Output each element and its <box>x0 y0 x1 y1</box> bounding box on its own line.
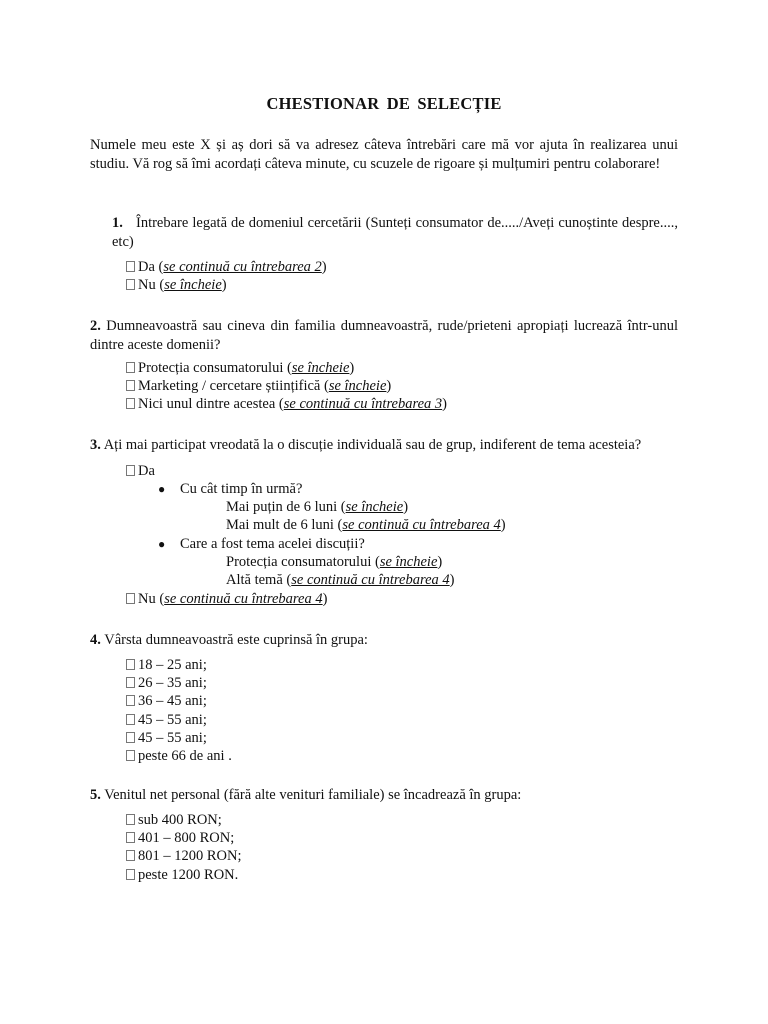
checkbox[interactable] <box>126 850 135 861</box>
checkbox[interactable] <box>126 869 135 880</box>
option-age[interactable]: 26 – 35 ani; <box>126 674 232 692</box>
question-5 <box>90 786 678 805</box>
question-number: 3. <box>90 437 101 453</box>
question-4 <box>90 631 678 650</box>
question-3-da <box>126 462 155 480</box>
option-age[interactable]: 45 – 55 ani; <box>126 711 232 729</box>
checkbox[interactable] <box>126 659 135 670</box>
checkbox[interactable] <box>126 832 135 843</box>
option-age[interactable]: 18 – 25 ani; <box>126 656 232 674</box>
option-mai-mult-6-luni[interactable]: Mai mult de 6 luni (se continuă cu întrebarea 4) <box>226 517 506 533</box>
checkbox[interactable] <box>126 814 135 825</box>
checkbox[interactable] <box>126 677 135 688</box>
option-nici-unul[interactable]: Nici unul dintre acestea (se continuă cu întrebarea 3) <box>126 395 447 413</box>
checkbox[interactable] <box>126 261 135 272</box>
question-text: Vârsta dumneavoastră este cuprinsă în grupa: <box>100 632 368 648</box>
question-text: Întrebare legată de domeniul cercetării (Sunteți consumator de...../Aveți cunoștinte despre...., etc) <box>112 215 678 250</box>
question-number: 5. <box>90 787 101 803</box>
question-2-options <box>126 359 447 414</box>
bullet-tema: ● Care a fost tema acelei discuții? <box>158 536 365 552</box>
option-age[interactable]: 45 – 55 ani; <box>126 729 232 747</box>
option-nu[interactable]: Nu (se continuă cu întrebarea 4) <box>126 590 327 608</box>
checkbox[interactable] <box>126 362 135 373</box>
question-3 <box>90 436 678 455</box>
option-marketing[interactable]: Marketing / cercetare științifică (se încheie) <box>126 377 447 395</box>
checkbox[interactable] <box>126 465 135 476</box>
option-income[interactable]: sub 400 RON; <box>126 811 242 829</box>
intro-paragraph: Numele meu este X și aș dori să va adresez câteva întrebări care mă vor ajuta în realizarea unui studiu. Vă rog să îmi acordați câteva minute, cu scuzele de rigoare și mulțumiri pentru colaborare! <box>90 137 678 172</box>
checkbox[interactable] <box>126 398 135 409</box>
question-number: 1. <box>112 215 123 231</box>
checkbox[interactable] <box>126 750 135 761</box>
option-nu[interactable]: Nu (se încheie) <box>126 276 327 294</box>
checkbox[interactable] <box>126 695 135 706</box>
bullet-icon: ● <box>158 537 166 551</box>
question-1 <box>112 214 678 251</box>
option-protectia-consumatorului[interactable]: Protecția consumatorului (se încheie) <box>226 554 443 570</box>
question-3-nu <box>126 590 327 608</box>
question-2 <box>90 317 678 354</box>
question-number: 2. <box>90 318 101 334</box>
checkbox[interactable] <box>126 732 135 743</box>
checkbox[interactable] <box>126 714 135 725</box>
question-text: Ați mai participat vreodată la o discuție individuală sau de grup, indiferent de tema acesteia? <box>100 437 642 453</box>
question-1-options <box>126 258 327 294</box>
checkbox[interactable] <box>126 593 135 604</box>
option-income[interactable]: 401 – 800 RON; <box>126 829 242 847</box>
option-alta-tema[interactable]: Altă temă (se continuă cu întrebarea 4) <box>226 572 455 588</box>
bullet-cu-cat-timp: ● Cu cât timp în urmă? <box>158 481 303 497</box>
option-da[interactable]: Da <box>126 462 155 480</box>
option-income[interactable]: 801 – 1200 RON; <box>126 847 242 865</box>
question-text: Venitul net personal (fără alte venituri familiale) se încadrează în grupa: <box>100 787 522 803</box>
question-number: 4. <box>90 632 101 648</box>
option-income[interactable]: peste 1200 RON. <box>126 866 242 884</box>
option-protectia[interactable]: Protecția consumatorului (se încheie) <box>126 359 447 377</box>
bullet-icon: ● <box>158 482 166 496</box>
checkbox[interactable] <box>126 279 135 290</box>
page-title: CHESTIONAR DE SELECȚIE <box>266 94 502 113</box>
option-age[interactable]: peste 66 de ani . <box>126 747 232 765</box>
checkbox[interactable] <box>126 380 135 391</box>
question-4-options <box>126 656 232 765</box>
question-text: Dumneavoastră sau cineva din familia dumneavoastră, rude/prieteni apropiați lucrează într-unul dintre aceste domenii? <box>90 318 678 353</box>
option-da[interactable]: Da (se continuă cu întrebarea 2) <box>126 258 327 276</box>
option-age[interactable]: 36 – 45 ani; <box>126 692 232 710</box>
question-5-options <box>126 811 242 884</box>
option-mai-putin-6-luni[interactable]: Mai puțin de 6 luni (se încheie) <box>226 499 409 515</box>
